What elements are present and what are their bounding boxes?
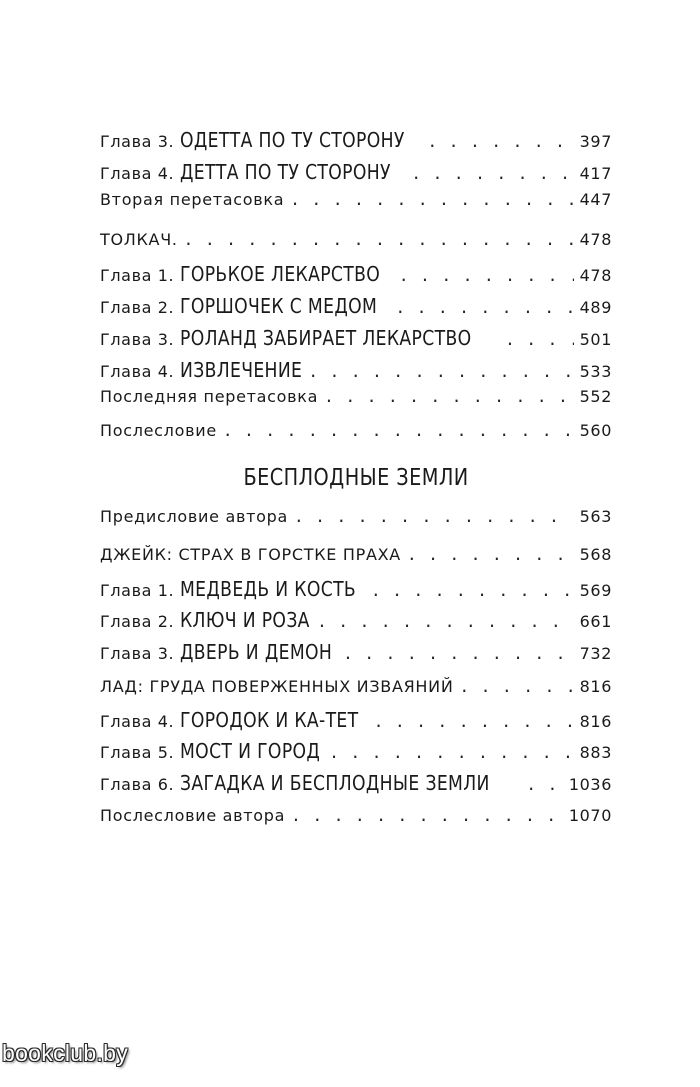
toc-entry bbox=[100, 507, 612, 537]
page-number: 568 bbox=[579, 545, 612, 564]
page-number: 883 bbox=[579, 743, 612, 762]
chapter-label: Глава 3. bbox=[100, 330, 175, 349]
toc-entry bbox=[100, 608, 612, 638]
toc-entry bbox=[100, 358, 612, 388]
leader-dots bbox=[184, 230, 574, 249]
page-number: 1070 bbox=[568, 806, 612, 825]
entry-title: Предисловие автора bbox=[100, 507, 288, 526]
chapter-title: ГОРШОЧЕК С МЕДОМ bbox=[180, 294, 378, 318]
leader-dots bbox=[374, 712, 574, 731]
leader-dots bbox=[411, 164, 573, 183]
leader-dots bbox=[395, 298, 573, 317]
toc-entry bbox=[100, 262, 612, 292]
entry-title: Послесловие автора bbox=[100, 806, 286, 825]
chapter-label: Глава 2. bbox=[100, 612, 175, 631]
page-number: 569 bbox=[579, 581, 612, 600]
leader-dots bbox=[460, 677, 574, 696]
toc-entry bbox=[100, 190, 612, 220]
part-title: ЛАД: ГРУДА ПОВЕРЖЕННЫХ ИЗВАЯНИЙ bbox=[100, 677, 454, 696]
part-title: ДЖЕЙК: СТРАХ В ГОРСТКЕ ПРАХА bbox=[100, 545, 401, 564]
entry-title: Последняя перетасовка bbox=[100, 387, 319, 406]
toc-entry bbox=[100, 771, 612, 801]
page-number: 816 bbox=[579, 712, 612, 731]
page-number: 478 bbox=[579, 230, 612, 249]
leader-dots bbox=[294, 507, 574, 526]
leader-dots bbox=[371, 581, 574, 600]
chapter-label: Глава 4. bbox=[100, 362, 175, 381]
toc-page bbox=[100, 0, 612, 1087]
leader-dots bbox=[290, 190, 573, 209]
toc-entry bbox=[100, 577, 612, 607]
chapter-title: ГОРЬКОЕ ЛЕКАРСТВО bbox=[180, 262, 381, 286]
section-title bbox=[100, 465, 612, 491]
page-number: 1036 bbox=[568, 775, 612, 794]
leader-dots bbox=[317, 612, 574, 631]
page-number: 478 bbox=[579, 266, 612, 285]
leader-dots bbox=[428, 132, 574, 151]
entry-title: Вторая перетасовка bbox=[100, 190, 285, 209]
chapter-label: Глава 3. bbox=[100, 644, 175, 663]
toc-entry bbox=[100, 545, 612, 575]
chapter-title: ЗАГАДКА И БЕСПЛОДНЫЕ ЗЕМЛИ bbox=[180, 771, 490, 795]
chapter-title: КЛЮЧ И РОЗА bbox=[180, 608, 310, 632]
chapter-title: ДВЕРЬ И ДЕМОН bbox=[180, 640, 333, 664]
chapter-title: ДЕТТА ПО ТУ СТОРОНУ bbox=[180, 160, 392, 184]
section-title-text: БЕСПЛОДНЫЕ ЗЕМЛИ bbox=[243, 465, 469, 491]
toc-entry bbox=[100, 806, 612, 836]
page-number: 661 bbox=[579, 612, 612, 631]
chapter-label: Глава 2. bbox=[100, 298, 175, 317]
chapter-title: РОЛАНД ЗАБИРАЕТ ЛЕКАРСТВО bbox=[180, 326, 472, 350]
leader-dots bbox=[399, 266, 574, 285]
toc-entry bbox=[100, 294, 612, 324]
leader-dots bbox=[223, 421, 574, 440]
page-number: 501 bbox=[579, 330, 612, 349]
chapter-label: Глава 3. bbox=[100, 132, 175, 151]
leader-dots bbox=[329, 743, 573, 762]
chapter-label: Глава 6. bbox=[100, 775, 175, 794]
toc-entry bbox=[100, 640, 612, 670]
toc-entry bbox=[100, 677, 612, 707]
leader-dots bbox=[343, 644, 574, 663]
page-number: 560 bbox=[579, 421, 612, 440]
toc-entry bbox=[100, 230, 612, 260]
leader-dots bbox=[407, 545, 574, 564]
chapter-title: ИЗВЛЕЧЕНИЕ bbox=[180, 358, 303, 382]
chapter-label: Глава 4. bbox=[100, 712, 175, 731]
chapter-label: Глава 1. bbox=[100, 266, 175, 285]
chapter-label: Глава 1. bbox=[100, 581, 175, 600]
chapter-title: ГОРОДОК И КА-ТЕТ bbox=[180, 708, 359, 732]
page-number: 732 bbox=[579, 644, 612, 663]
watermark: bookclub.by bbox=[2, 1040, 129, 1066]
leader-dots bbox=[291, 806, 563, 825]
leader-dots bbox=[526, 775, 563, 794]
toc-entry bbox=[100, 708, 612, 738]
page-number: 552 bbox=[579, 387, 612, 406]
chapter-title: МОСТ И ГОРОД bbox=[180, 739, 321, 763]
toc-entry bbox=[100, 160, 612, 190]
entry-title: Послесловие bbox=[100, 421, 217, 440]
chapter-label: Глава 5. bbox=[100, 743, 175, 762]
page-number: 447 bbox=[579, 190, 612, 209]
chapter-title: МЕДВЕДЬ И КОСТЬ bbox=[180, 577, 357, 601]
page-number: 489 bbox=[579, 298, 612, 317]
toc-entry bbox=[100, 128, 612, 158]
chapter-title: ОДЕТТА ПО ТУ СТОРОНУ bbox=[180, 128, 405, 152]
toc-entry bbox=[100, 421, 612, 451]
toc-entry bbox=[100, 326, 612, 356]
toc-entry bbox=[100, 387, 612, 417]
part-title: ТОЛКАЧ. bbox=[100, 230, 178, 249]
page-number: 816 bbox=[579, 677, 612, 696]
page-number: 563 bbox=[579, 507, 612, 526]
page-number: 397 bbox=[579, 132, 612, 151]
leader-dots bbox=[505, 330, 574, 349]
toc-entry bbox=[100, 739, 612, 769]
page-number: 417 bbox=[579, 164, 612, 183]
page-number: 533 bbox=[579, 362, 612, 381]
chapter-label: Глава 4. bbox=[100, 164, 175, 183]
leader-dots bbox=[308, 362, 573, 381]
leader-dots bbox=[324, 387, 573, 406]
